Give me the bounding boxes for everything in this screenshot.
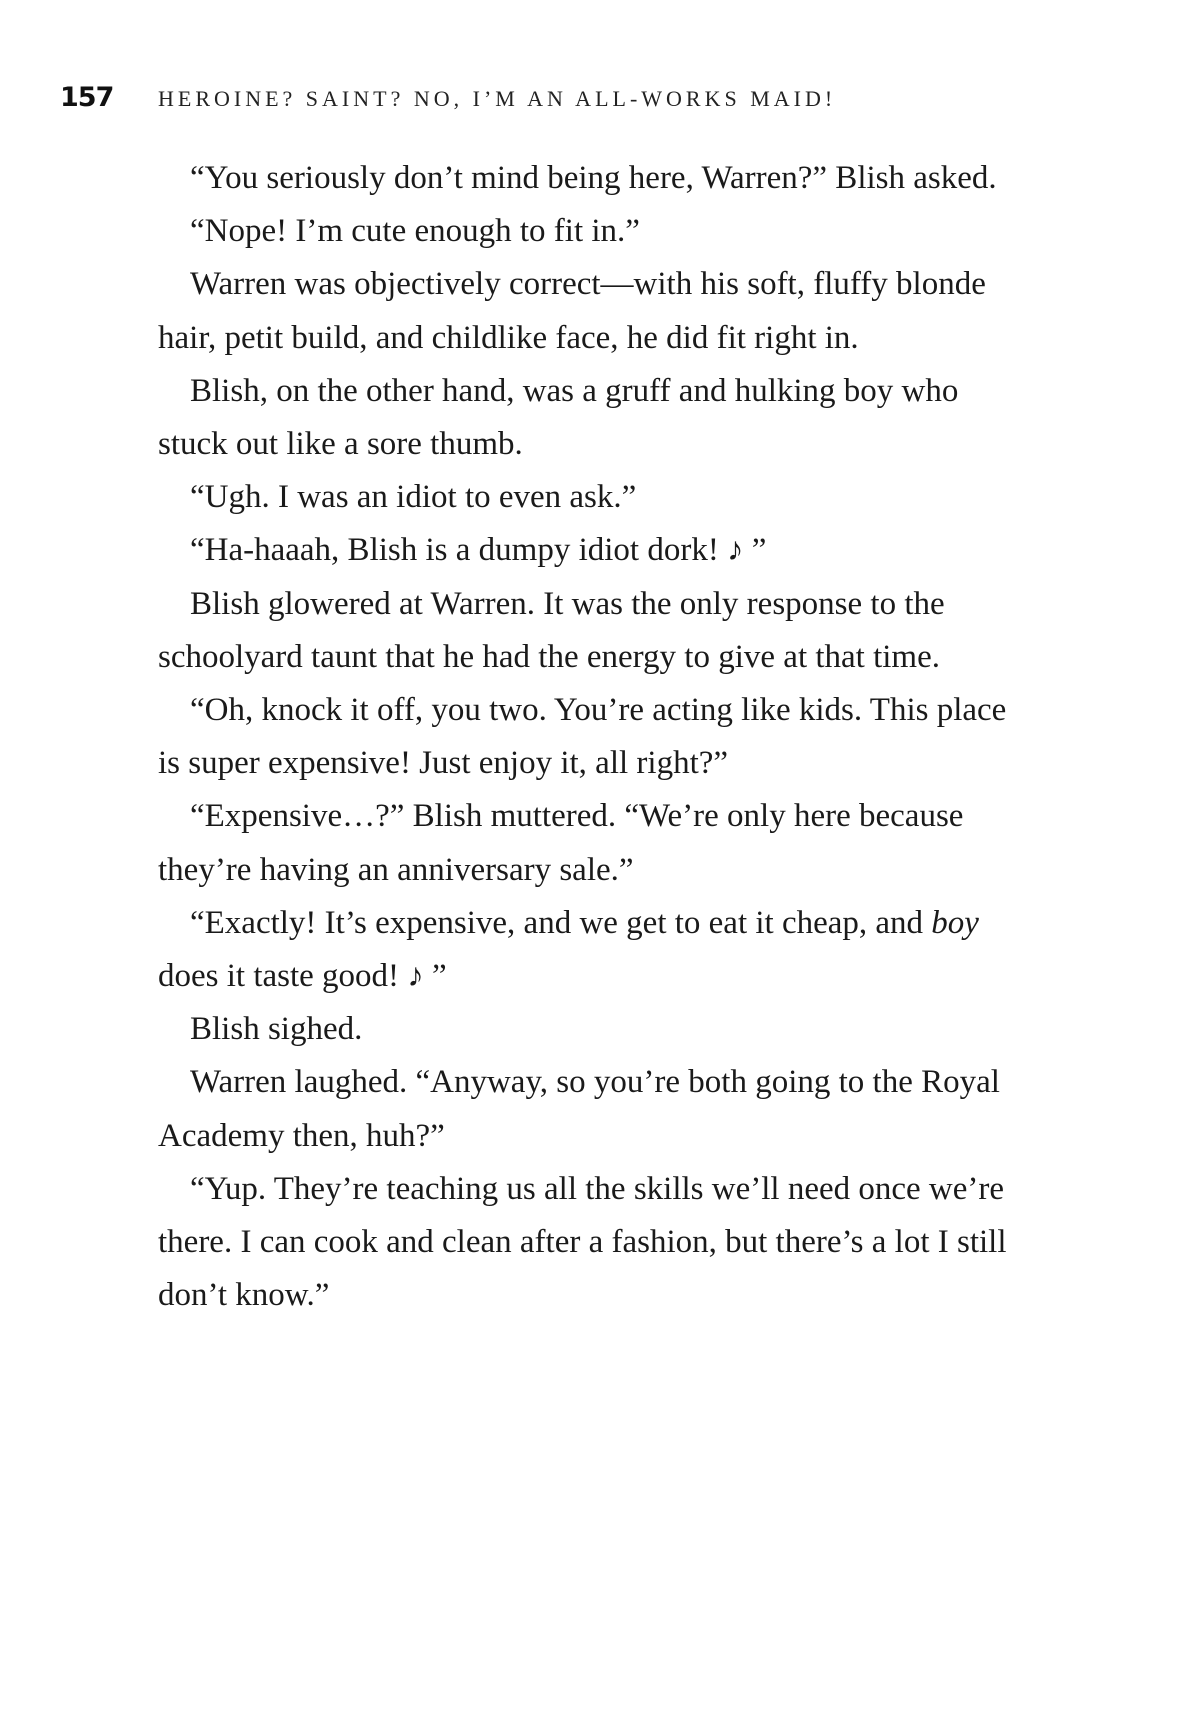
paragraph: “Yup. They’re teaching us all the skills we’ll need once we’re there. I can cook and clean after a fashion, but there’s a lot I still don’t know.” [158, 1170, 1007, 1314]
paragraph: Blish sighed. [190, 1011, 363, 1048]
paragraph: “You seriously don’t mind being here, Warren?” Blish asked. [190, 160, 997, 196]
paragraph: Warren laughed. “Anyway, so you’re both going to the Royal Academy then, huh?” [158, 1064, 1000, 1154]
italic-word: boy [931, 904, 979, 941]
paragraph: Blish, on the other hand, was a gruff and hulking boy who stuck out like a sore thumb. [158, 372, 959, 463]
paragraph [158, 897, 1008, 1003]
paragraph: “Ugh. I was an idiot to even ask.” [190, 479, 637, 516]
paragraph: “Expensive…?” Blish muttered. “We’re only here because they’re having an anniversary sale.” [158, 798, 964, 888]
paragraph: “Nope! I’m cute enough to fit in.” [190, 213, 640, 250]
paragraph: “Oh, knock it off, you two. You’re acting like kids. This place is super expensive! Just enjoy it, all right?” [158, 692, 1007, 782]
book-title: HEROINE? SAINT? NO, I’M AN ALL-WORKS MAID! [158, 86, 837, 111]
paragraph-segment: “Exactly! It’s expensive, and we get to eat it cheap, and [190, 904, 932, 941]
page-number: 157 [60, 82, 114, 113]
running-head [60, 82, 1060, 122]
paragraph-segment: does it taste good! ♪ ” [158, 958, 447, 995]
paragraph: Warren was objectively correct—with his soft, fluffy blonde hair, petit build, and childlike face, he did fit right in. [158, 266, 986, 356]
body-text [158, 152, 1008, 1322]
paragraph: Blish glowered at Warren. It was the only response to the schoolyard taunt that he had the energy to give at that time. [158, 585, 945, 675]
paragraph: “Ha-haaah, Blish is a dumpy idiot dork! ♪ ” [190, 532, 767, 569]
